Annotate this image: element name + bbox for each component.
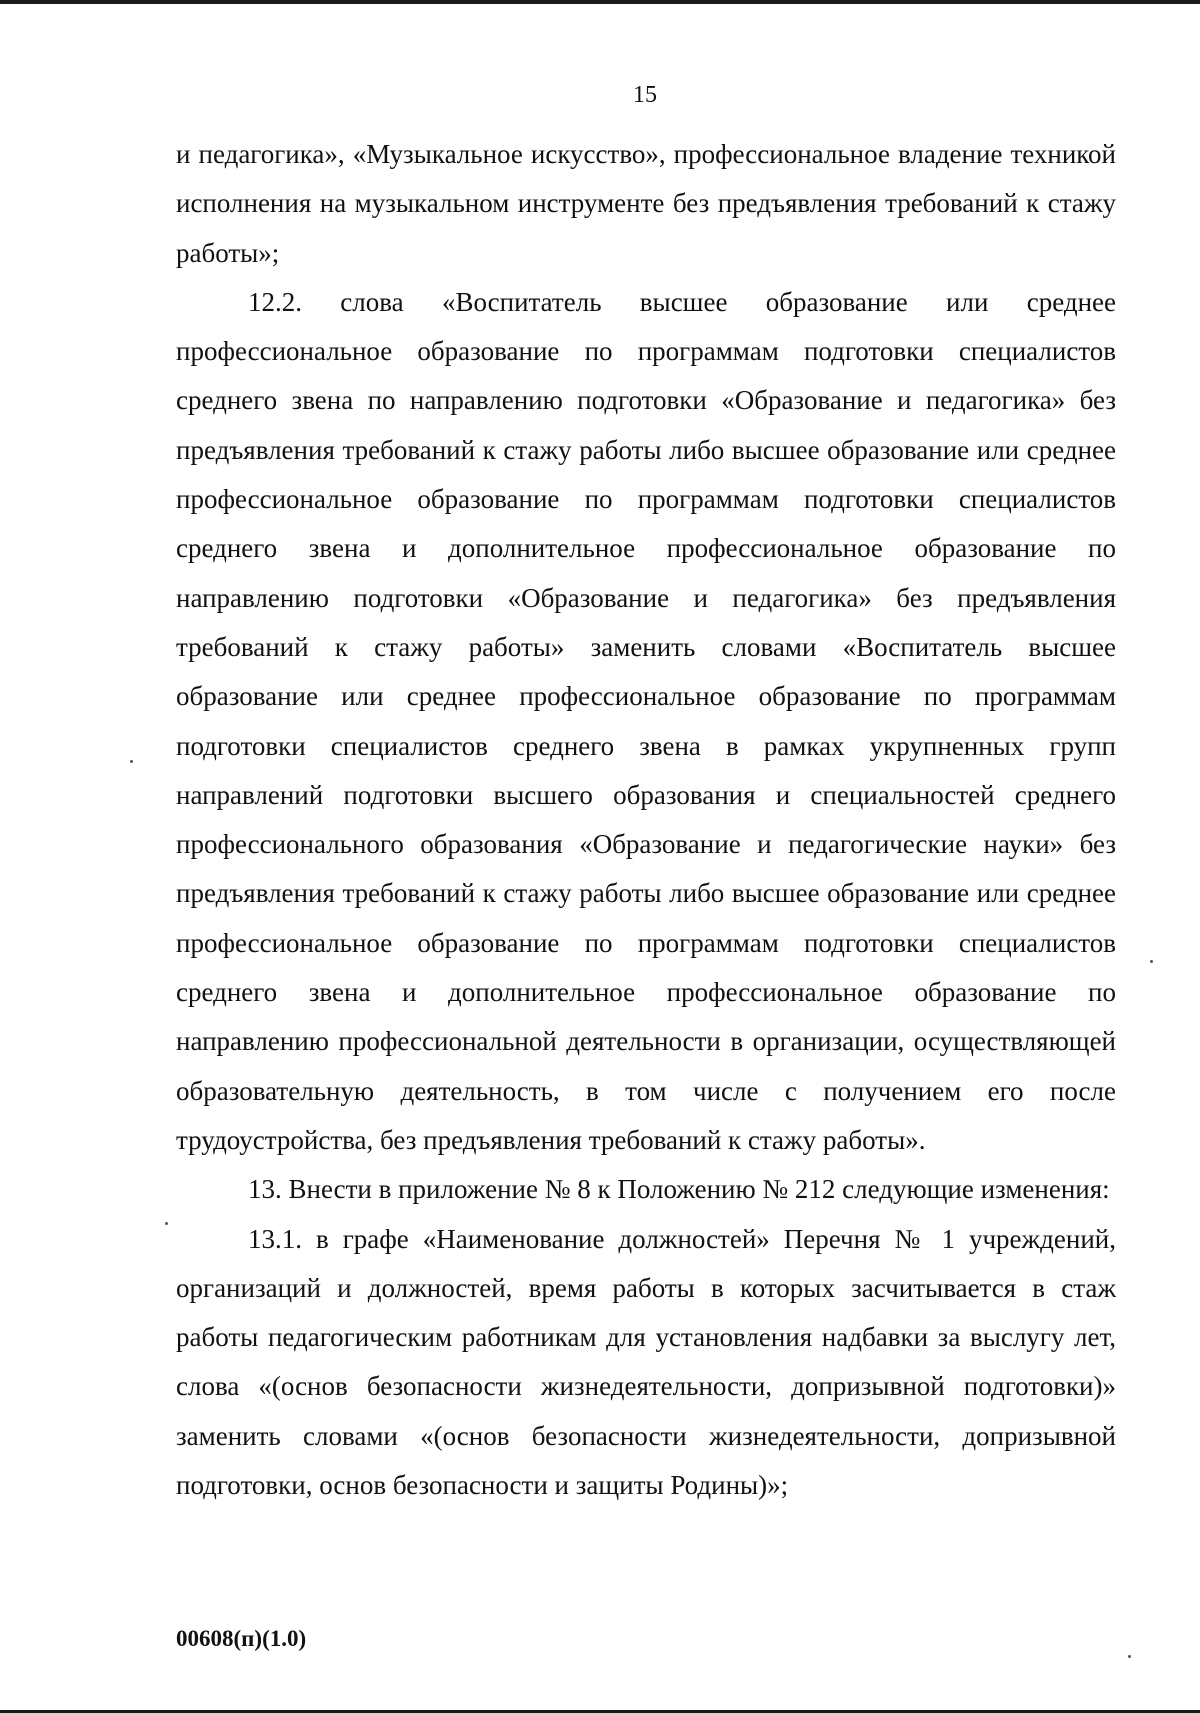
- paragraph-12-2: 12.2. слова «Воспитатель высшее образование или среднее профессиональное образование по программам подготовки специалистов среднего звена по направлению подготовки «Образование и педагогика» без предъявления требований к стажу работы либо высшее образование или среднее профессиональное образование по программам подготовки специалистов среднего звена и дополнительное профессиональное образование по направлению подготовки «Образование и педагогика» без предъявления требований к стажу работы» заменить словами «Воспитатель высшее образование или среднее профессиональное образование по программам подготовки специалистов среднего звена в рамках укрупненных групп направлений подготовки высшего образования и специальностей среднего профессионального образования «Образование и педагогические науки» без предъявления требований к стажу работы либо высшее образование или среднее профессиональное образование по программам подготовки специалистов среднего звена и дополнительное профессиональное образование по направлению профессиональной деятельности в организации, осуществляющей образовательную деятельность, в том числе с получением его после трудоустройства, без предъявления требований к стажу работы».: [176, 286, 1116, 1155]
- scan-speck: [1150, 960, 1153, 963]
- scan-speck: [130, 760, 133, 763]
- document-body: [176, 130, 1116, 1510]
- document-code: 00608(п)(1.0): [176, 1626, 307, 1651]
- paragraph-continuation: и педагогика», «Музыкальное искусство», профессиональное владение техникой исполнения на музыкальном инструменте без предъявления требований к стажу работы»;: [176, 139, 1116, 268]
- paragraph-13: 13. Внести в приложение № 8 к Положению № 212 следующие изменения:: [248, 1174, 1110, 1205]
- paragraph-13-1: 13.1. в графе «Наименование должностей» Перечня № 1 учреждений, организаций и должностей, время работы в которых засчитывается в стаж работы педагогическим работникам для установления надбавки за выслугу лет, слова «(основ безопасности жизнедеятельности, допризывной подготовки)» заменить словами «(основ безопасности жизнедеятельности, допризывной подготовки, основ безопасности и защиты Родины)»;: [176, 1223, 1116, 1501]
- page-number: 15: [633, 82, 657, 108]
- scan-speck: [1128, 1655, 1131, 1658]
- scan-speck: [165, 1222, 168, 1225]
- scan-top-edge: [0, 0, 1200, 4]
